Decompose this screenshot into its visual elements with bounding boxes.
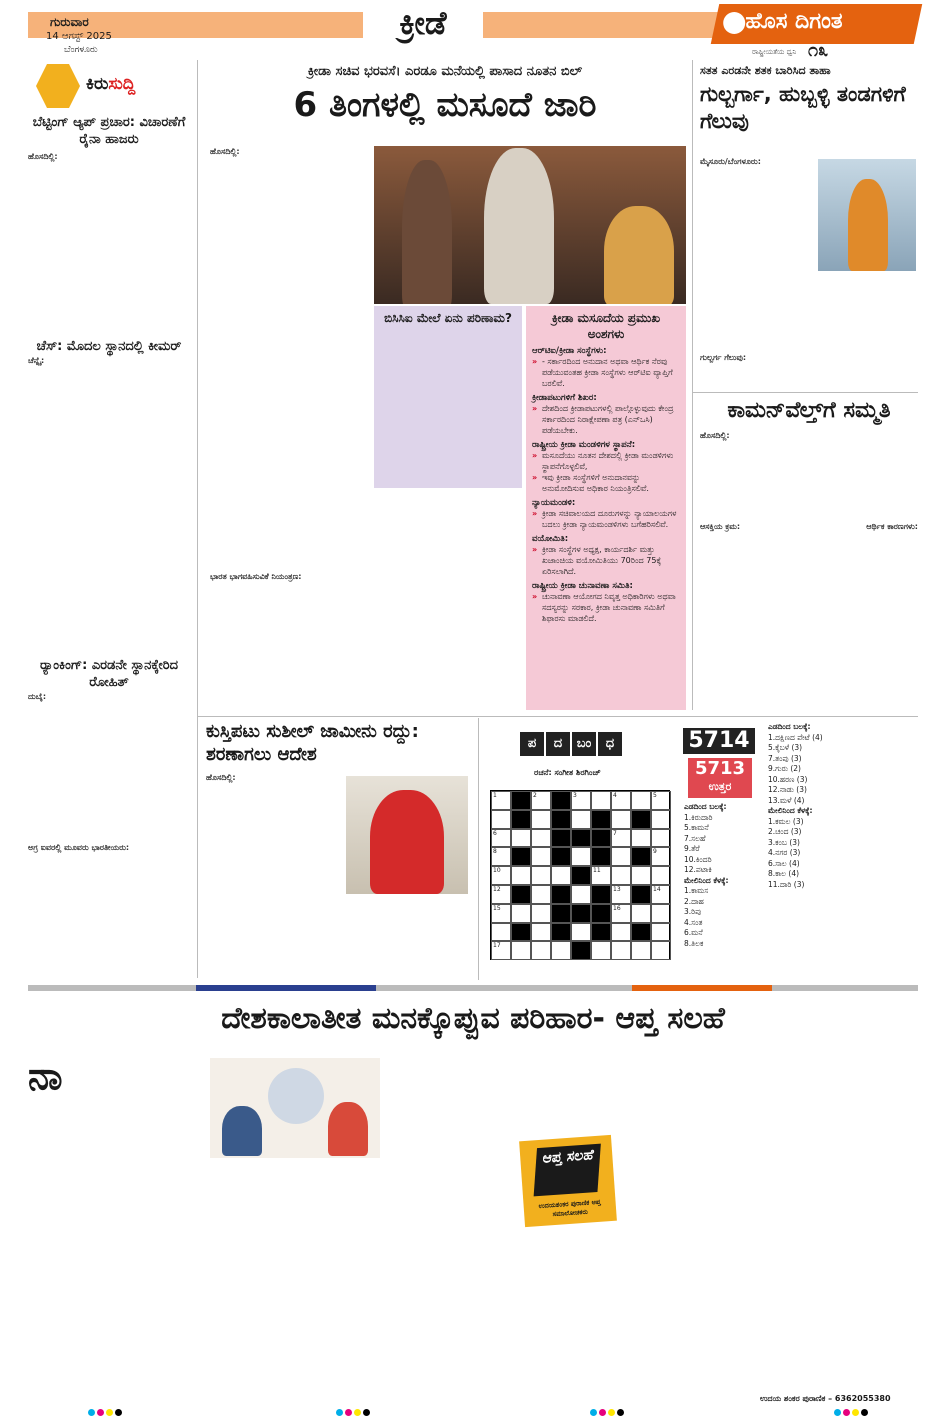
crossword-cell[interactable]	[591, 791, 611, 810]
headline-chess: ಚೆಸ್: ಮೊದಲ ಸ್ಥಾನದಲ್ಲಿ ಕೀಮರ್	[36, 339, 182, 354]
crossword-cell[interactable]	[571, 810, 591, 829]
puzzle-number: 5714	[683, 728, 755, 754]
crossword-cell[interactable]	[551, 866, 571, 885]
cell-number: 1	[493, 792, 497, 799]
crossword-cell[interactable]	[631, 941, 651, 960]
title-tile: ಧ	[598, 732, 622, 756]
crossword-cell[interactable]	[491, 847, 511, 866]
bill-section-heading: ನ್ಯಾಯಮಂಡಳಿ:	[532, 498, 576, 508]
photo-figure	[604, 206, 674, 304]
bottom-headline: ದೇಶಕಾಲಾತೀತ ಮನಕ್ಕೊಪ್ಪುವ ಪರಿಹಾರ- ಆಪ್ತ ಸಲಹೆ	[221, 1001, 725, 1036]
print-registration-marks	[834, 1409, 870, 1416]
crossword-cell[interactable]	[531, 885, 551, 904]
article-text-block	[568, 1056, 744, 1402]
bottom-col5	[748, 1056, 918, 1392]
crossword-cell[interactable]	[611, 847, 631, 866]
crossword-block	[511, 791, 531, 810]
crossword-grid[interactable]	[490, 790, 670, 960]
article-raina	[28, 151, 190, 162]
dateline: ಹೊಸದಿಲ್ಲಿ:	[210, 147, 240, 156]
answer-item: 6.ಮನೆ	[684, 928, 703, 937]
sushil-story	[206, 720, 474, 978]
article-text-block	[210, 157, 370, 567]
subhead: ಅಗ್ರ ಐವರಲ್ಲಿ ಮೂವರು ಭಾರತೀಯರು:	[28, 843, 130, 852]
crossword-cell[interactable]	[651, 941, 671, 960]
article-text-block	[28, 366, 190, 651]
page-number: ೧೩	[808, 40, 829, 61]
crossword-block	[591, 904, 611, 923]
crossword-cell[interactable]	[491, 904, 511, 923]
previous-answers	[684, 802, 764, 952]
crossword-sponsor: ರಚನೆ: ಸಂಗೀತ ಶಿರಗಿಂಚ್	[534, 768, 601, 777]
subhead: ಗುಲ್ಬರ್ಗ ಗೆಲುವು:	[700, 353, 747, 362]
cell-number: 6	[493, 829, 497, 837]
crossword-cell[interactable]	[511, 829, 531, 848]
print-registration-marks	[590, 1409, 626, 1416]
column-rule	[197, 60, 198, 978]
clues-down-list	[768, 817, 918, 891]
answers-down-list	[684, 886, 764, 949]
commonwealth-subheads	[700, 521, 918, 532]
lead-subhead	[210, 571, 370, 582]
brand-tagline: ರಾಷ್ಟ್ರೀಯತೆಯ ಧ್ವನಿ	[752, 48, 797, 56]
clue-item: 2.ಚಂದ (3)	[768, 827, 802, 836]
crossword-block	[511, 847, 531, 866]
bill-bullet: » ಮಸೂದೆಯು ನೂತನ ದೇಶದಲ್ಲಿ ಕ್ರೀಡಾ ಮಂಡಳಿಗಳು ಸ್ಥಾಪನೆಗೊಳ್ಳಲಿವೆ,	[532, 450, 680, 472]
drop-cap: ನಾ	[28, 1056, 63, 1098]
clue-item: 1.ದಕ್ಷಿಣದ ಪೇಟೆ (4)	[768, 732, 823, 742]
kspl-kicker: ಸತತ ಎರಡನೇ ಶತಕ ಬಾರಿಸಿದ ತಾಹಾ	[700, 64, 831, 77]
clue-item: 11.ದಾರಿ (3)	[768, 879, 805, 889]
crossword-cell[interactable]	[491, 941, 511, 960]
headline-raina: ಬೆಟ್ಟಿಂಗ್ ಆ್ಯಪ್ ಪ್ರಚಾರ: ವಿಚಾರಣೆಗೆ ರೈನಾ ಹಾಜರು	[32, 115, 186, 147]
kspl-text	[700, 156, 812, 347]
clue-item: 10.ಹರಣ (3)	[768, 774, 808, 784]
answer-item: 12.ಪಟಾಕಿ	[684, 865, 712, 874]
clue-item: 7.ತಂಪು (3)	[768, 753, 802, 763]
clues-across-list	[768, 733, 918, 807]
clue-item: 4.ನಗರ (3)	[768, 848, 801, 857]
crossword-block	[551, 791, 571, 810]
crossword-block	[571, 829, 591, 848]
answer-item: 1.ಕಿರುದಾರಿ	[684, 812, 713, 822]
color-band	[28, 985, 918, 991]
photo-figure	[484, 148, 554, 304]
bill-bullet: » - ಸರ್ಕಾರದಿಂದ ಅನುದಾನ ಅಥವಾ ಆರ್ಥಿಕ ನೆರವು ಪಡೆಯುವಂತಹ ಕ್ರೀಡಾ ಸಂಸ್ಥೆಗಳು ಆರ್‌ಟಿಐ ವ್ಯಾಪ್ತಿಗೆ ಬರಲಿವೆ.	[532, 356, 680, 389]
dateline: ಹೊಸದಿಲ್ಲಿ:	[206, 773, 236, 782]
cell-number: 17	[493, 942, 501, 950]
bill-section-heading: ವಯೋಮಿತಿ:	[532, 534, 569, 544]
column-rule	[692, 60, 693, 710]
photo-figure	[370, 790, 444, 894]
crossword-cell[interactable]	[531, 923, 551, 942]
crossword-block	[511, 810, 531, 829]
clue-item: 12.ನಾಡು (3)	[768, 785, 807, 794]
crossword-cell[interactable]	[591, 866, 611, 885]
clue-item: 6.ಸಾಲ (4)	[768, 858, 800, 868]
bill-bullet: » ಚುನಾವಣಾ ಆಯೋಗದ ನಿವೃತ್ತ ಅಧಿಕಾರಿಗಳು ಅಥವಾ ಸದಸ್ಯರನ್ನು ಸರಕಾರ, ಕ್ರೀಡಾ ಚುನಾವಣಾ ಸಮಿತಿಗೆ ಶಿಫಾರಸು ಮಾಡಲಿದೆ.	[532, 591, 680, 624]
date-label: 14 ಆಗಸ್ಟ್ 2025	[46, 31, 112, 42]
bill-section-heading: ಕ್ರೀಡಾಪಟುಗಳಿಗೆ ಶಿಖರ:	[532, 393, 597, 403]
kspl-sub-label	[700, 352, 916, 363]
sushil-headline: ಕುಸ್ತಿಪಟು ಸುಶೀಲ್ ಜಾಮೀನು ರದ್ದು: ಶರಣಾಗಲು ಆದೇಶ	[206, 721, 419, 765]
dateline: ಮೈಸೂರು/ಬೆಂಗಳೂರು:	[700, 157, 761, 166]
crossword-block	[591, 810, 611, 829]
print-registration-marks	[336, 1409, 372, 1416]
bill-section-list	[532, 346, 680, 624]
crossword-cell[interactable]	[531, 791, 551, 810]
cell-number: 8	[493, 848, 497, 856]
cell-number: 2	[533, 792, 537, 799]
crossword-cell[interactable]	[611, 791, 631, 810]
article-text-block	[374, 492, 522, 710]
answer-item: 2.ದಾಹ	[684, 896, 704, 906]
crossword-block	[631, 923, 651, 942]
bottom-col1	[28, 1056, 206, 1402]
kspl-text-lower	[700, 352, 916, 387]
article-text-block	[28, 702, 190, 842]
kiru-label-a: ಕಿರು	[86, 74, 109, 94]
apta-salahe-title: ಆಪ್ತ ಸಲಹೆ	[534, 1144, 601, 1197]
masthead-right-band	[483, 12, 743, 38]
apta-salahe-caption: ಉದಯಶಂಕರ ಪುರಾಣಿಕ ಆಪ್ತ ಸಮಾಲೋಚಕರು	[538, 1197, 601, 1219]
crossword-block	[551, 885, 571, 904]
article-text-block	[378, 330, 518, 460]
bill-highlights-box	[526, 306, 686, 710]
cell-number: 15	[493, 904, 501, 912]
article-text-block	[28, 1056, 206, 1402]
crossword-cell[interactable]	[651, 810, 671, 829]
crossword-cell[interactable]	[571, 923, 591, 942]
crossword-cell[interactable]	[611, 941, 631, 960]
author-byline: ಉದಯ ಶಂಕರ ಪುರಾಣಿಕ – 6362055380	[760, 1394, 891, 1403]
article-text-block	[700, 441, 918, 521]
crossword-cell[interactable]	[531, 847, 551, 866]
answer-item: 9.ತೆರೆ	[684, 844, 700, 853]
speaker-hand-icon	[36, 64, 80, 108]
title-tile: ಪ	[520, 732, 544, 756]
brain-gear-icon	[268, 1068, 324, 1124]
crossword-cell[interactable]	[571, 847, 591, 866]
cell-number: 3	[573, 792, 577, 799]
sushil-text	[206, 772, 340, 973]
clue-item: 3.ಕಂಬ (3)	[768, 837, 800, 847]
kiru-suddi-label	[86, 74, 135, 94]
sushil-dateline	[206, 772, 340, 783]
answer-item: 10.ಕಿಂದರಿ	[684, 854, 712, 864]
crossword-block	[551, 904, 571, 923]
crossword-cell[interactable]	[531, 829, 551, 848]
subhead: ಆಸಕ್ತಿಯ ಕ್ರಮ:	[700, 522, 741, 531]
cell-number: 5	[653, 792, 657, 799]
cell-number: 11	[593, 867, 601, 875]
dateline: ಹೊಸದಿಲ್ಲಿ:	[28, 152, 58, 161]
crossword-cell[interactable]	[491, 923, 511, 942]
bill-bullet: » ದೇಶದಿಂದ ಕ್ರೀಡಾಪಟುಗಳಲ್ಲಿ ಪಾಲ್ಗೊಳ್ಳುವುದು ಕೇಂದ್ರ ಸರ್ಕಾರದಿಂದ ನಿರಾಕ್ಷೇಪಣಾ ಪತ್ರ (ಎನ್‌ಒಸಿ) ಪಡೆಯಬೇಕು.	[532, 403, 680, 436]
title-tile: ದ	[546, 732, 570, 756]
headline-ranking: ರ್‍ಯಾಂಕಿಂಗ್: ಎರಡನೇ ಸ್ಥಾನಕ್ಕೇರಿದ ರೋಹಿತ್	[40, 658, 178, 690]
parliament-photo	[374, 146, 686, 304]
section-rule	[692, 392, 918, 393]
crossword-block	[571, 904, 591, 923]
cell-number: 9	[653, 848, 657, 856]
crossword-cell[interactable]	[491, 885, 511, 904]
crossword-cell[interactable]	[651, 791, 671, 810]
photo-figure	[328, 1102, 368, 1156]
counselling-illustration	[210, 1058, 380, 1158]
crossword-cell[interactable]	[531, 904, 551, 923]
lead-kicker: ಕ್ರೀಡಾ ಸಚಿವ ಭರವಸೆ। ಎರಡೂ ಮನೆಯಲ್ಲಿ ಪಾಸಾದ ನೂತನ ಬಿಲ್	[307, 64, 583, 79]
crossword-cell[interactable]	[651, 829, 671, 848]
previous-puzzle-number: 5713	[694, 758, 746, 779]
answer-item: 4.ಸಂತ	[684, 917, 703, 927]
bottom-col2	[210, 1160, 380, 1402]
crossword-cell[interactable]	[571, 885, 591, 904]
article-text-block	[28, 162, 190, 332]
previous-answer-badge	[688, 758, 752, 798]
lead-story-col2	[374, 492, 522, 710]
section-rule	[198, 716, 918, 717]
clues-down-title: ಮೇಲಿನಿಂದ ಕೆಳಕ್ಕೆ:	[768, 806, 813, 815]
article-text-block	[210, 582, 370, 702]
crossword-cell[interactable]	[611, 866, 631, 885]
crossword-cell[interactable]	[651, 866, 671, 885]
crossword-cell[interactable]	[611, 829, 631, 848]
crossword-cell[interactable]	[651, 847, 671, 866]
crossword-cell[interactable]	[491, 810, 511, 829]
crossword-cell[interactable]	[571, 791, 591, 810]
article-text-block	[346, 898, 472, 974]
crossword-cell[interactable]	[651, 923, 671, 942]
section-title: ಕ್ರೀಡೆ	[399, 4, 447, 42]
crossword-clues	[768, 722, 918, 976]
clue-item: 5.ಕೈಬಳೆ (3)	[768, 743, 803, 752]
answer-item: 1.ಕಾಮಸ	[684, 886, 709, 895]
crossword-cell[interactable]	[631, 791, 651, 810]
crossword-cell[interactable]	[491, 866, 511, 885]
subhead: ಭಾರತ ಭಾಗವಹಿಸುವಿಕೆ ನಿಯಂತ್ರಣ:	[210, 572, 302, 581]
bcci-box-title: ಬಿಸಿಸಿಐ ಮೇಲೆ ಏನು ಪರಿಣಾಮ?	[384, 311, 512, 325]
kiru-label-b: ಸುದ್ದಿ	[108, 74, 136, 94]
crossword-block	[591, 847, 611, 866]
title-tile: ಬಂ	[572, 732, 596, 756]
crossword-block	[551, 810, 571, 829]
crossword-cell[interactable]	[611, 923, 631, 942]
commonwealth-dateline	[700, 430, 918, 441]
cell-number: 12	[493, 885, 501, 893]
kspl-story	[700, 64, 918, 389]
crossword-cell[interactable]	[611, 904, 631, 923]
crossword-cell[interactable]	[611, 810, 631, 829]
bill-section-heading: ರಾಷ್ಟ್ರೀಯ ಕ್ರೀಡಾ ಮಂಡಳಿಗಳ ಸ್ಥಾಪನೆ:	[532, 440, 636, 450]
dateline: ದುಬೈ:	[28, 692, 47, 701]
crossword-block	[551, 923, 571, 942]
article-text-block	[384, 1056, 564, 1402]
article-text-block	[700, 532, 918, 692]
cell-number: 7	[613, 829, 617, 837]
crossword-block	[511, 885, 531, 904]
answer-label: ಉತ್ತರ	[708, 780, 732, 793]
left-news-column	[28, 114, 190, 980]
cell-number: 16	[613, 904, 621, 912]
crossword-cell[interactable]	[531, 810, 551, 829]
print-registration-marks	[88, 1409, 124, 1416]
article-ranking	[28, 691, 190, 702]
article-text-block	[28, 853, 190, 933]
article-text-block	[700, 363, 916, 387]
crossword-cell[interactable]	[611, 885, 631, 904]
crossword-cell[interactable]	[531, 941, 551, 960]
masthead	[0, 0, 945, 61]
clues-across-title: ಎಡದಿಂದ ಬಲಕ್ಕೆ:	[768, 722, 811, 731]
article-text-block	[206, 783, 340, 973]
answers-across-list	[684, 813, 764, 876]
dateline: ಹೊಸದಿಲ್ಲಿ:	[700, 431, 730, 440]
crossword-block	[591, 829, 611, 848]
crossword-block	[591, 885, 611, 904]
crossword-cell[interactable]	[491, 829, 511, 848]
brand-logo[interactable]	[711, 4, 923, 44]
crossword-block	[551, 829, 571, 848]
ranking-subhead	[28, 842, 190, 853]
answer-item: 8.ತಿಲಕ	[684, 938, 704, 948]
crossword-cell[interactable]	[631, 829, 651, 848]
bottom-col4	[568, 1056, 744, 1402]
cell-number: 14	[653, 885, 661, 893]
bottom-col3	[384, 1056, 564, 1402]
crossword-cell[interactable]	[511, 941, 531, 960]
crossword-cell[interactable]	[651, 885, 671, 904]
answers-across-title: ಎಡದಿಂದ ಬಲಕ್ಕೆ:	[684, 802, 727, 811]
photo-figure	[222, 1106, 262, 1156]
bill-section-heading: ಆರ್‌ಟಿಐ/ಕ್ರೀಡಾ ಸಂಸ್ಥೆಗಳು:	[532, 346, 607, 356]
article-text-block	[210, 1160, 380, 1402]
kiru-suddi-banner	[28, 62, 190, 110]
crossword-cell[interactable]	[651, 904, 671, 923]
kspl-dateline	[700, 156, 812, 167]
answer-item: 5.ಕಾಮನೆ	[684, 823, 709, 832]
article-chess	[28, 355, 190, 366]
cell-number: 10	[493, 867, 501, 875]
answers-down-title: ಮೇಲಿನಿಂದ ಕೆಳಕ್ಕೆ:	[684, 875, 729, 885]
article-text-block	[748, 1056, 918, 1392]
crossword-block	[551, 847, 571, 866]
bill-bullet: » ಕ್ರೀಡಾ ಸಂಸ್ಥೆಗಳ ಅಧ್ಯಕ್ಷ, ಕಾರ್ಯದರ್ಶಿ ಮತ್ತು ಖಜಾಂಚಿಯ ವಯೋಮಿತಿಯು 70ರಿಂದ 75ಕ್ಕೆ ಏರಿಸಲಾಗಿದೆ.	[532, 544, 680, 577]
bill-bullet: » ಕ್ರೀಡಾ ಸಚಿವಾಲಯದ ದೂರುಗಳನ್ನು ನ್ಯಾಯಾಲಯಗಳ ಬದಲು ಕ್ರೀಡಾ ನ್ಯಾಯಮಂಡಳಿಗಳು ಬಗೆಹರಿಸಲಿವೆ.	[532, 508, 680, 530]
lead-headline: 6 ತಿಂಗಳಲ್ಲಿ ಮಸೂದೆ ಜಾರಿ	[293, 85, 597, 125]
article-text-block	[700, 167, 812, 347]
column-rule	[478, 718, 479, 980]
brand-name: ಹೊಸ ದಿಗಂತ	[745, 9, 843, 34]
clue-item: 13.ಮಳೆ (4)	[768, 795, 805, 805]
crossword-cell[interactable]	[631, 904, 651, 923]
crossword-block	[631, 847, 651, 866]
lead-story-header	[202, 64, 688, 154]
cell-number: 4	[613, 792, 617, 799]
crossword-cell[interactable]	[511, 904, 531, 923]
sushil-text-lower	[346, 898, 472, 974]
commonwealth-headline: ಕಾಮನ್‌ವೆಲ್ತ್‌ಗೆ ಸಮ್ಮತಿ	[727, 398, 891, 423]
bcci-box	[374, 306, 522, 488]
answer-item: 3.ರಿಪು	[684, 907, 702, 916]
wrestler-photo	[346, 776, 468, 894]
photo-figure	[402, 160, 452, 304]
crossword-block	[571, 866, 591, 885]
kspl-headline: ಗುಲ್ಬರ್ಗಾ, ಹುಬ್ಬಳ್ಳಿ ತಂಡಗಳಿಗೆ ಗೆಲುವು	[700, 82, 906, 133]
lamp-icon	[723, 12, 745, 34]
clue-item: 1.ಕಮಲ (3)	[768, 816, 804, 826]
bill-bullet: » ಇವು ಕ್ರೀಡಾ ಸಂಸ್ಥೆಗಳಿಗೆ ಅನುದಾನವನ್ನು ಅನುಮೋದಿಸುವ ಅಧಿಕಾರ ನಿಯಂತ್ರಿಸಲಿವೆ.	[532, 472, 680, 494]
bill-section-heading: ರಾಷ್ಟ್ರೀಯ ಕ್ರೀಡಾ ಚುನಾವಣಾ ಸಮಿತಿ:	[532, 581, 633, 591]
crossword-block	[571, 941, 591, 960]
crossword-block	[591, 923, 611, 942]
crossword-cell[interactable]	[591, 941, 611, 960]
crossword-cell[interactable]	[531, 866, 551, 885]
lead-story-col1	[210, 146, 370, 706]
lead-dateline	[210, 146, 370, 157]
commonwealth-story	[700, 396, 918, 712]
crossword-cell[interactable]	[491, 791, 511, 810]
clue-item: 8.ಕಾಲ (4)	[768, 869, 800, 878]
answer-item: 7.ಸಲಹೆ	[684, 833, 706, 843]
city-label: ಬೆಂಗಳೂರು	[64, 45, 98, 55]
cell-number: 13	[613, 885, 621, 893]
subhead: ಆರ್ಥಿಕ ಕಾರಣಗಳು:	[866, 522, 918, 531]
crossword-cell[interactable]	[551, 941, 571, 960]
crossword-block	[631, 810, 651, 829]
crossword-block	[511, 923, 531, 942]
crossword-block	[631, 885, 651, 904]
clue-item: 9.ಗುರು (2)	[768, 764, 801, 773]
dateline: ಚೆನ್ನೈ:	[28, 356, 45, 365]
crossword-cell[interactable]	[511, 866, 531, 885]
crossword-cell[interactable]	[631, 866, 651, 885]
crossword-title	[520, 732, 624, 756]
day-label: ಗುರುವಾರ	[50, 15, 89, 29]
bill-box-title: ಕ್ರೀಡಾ ಮಸೂದೆಯ ಪ್ರಮುಖ ಅಂಶಗಳು	[551, 311, 661, 341]
cricketer-photo	[818, 159, 916, 271]
photo-figure	[848, 179, 888, 271]
